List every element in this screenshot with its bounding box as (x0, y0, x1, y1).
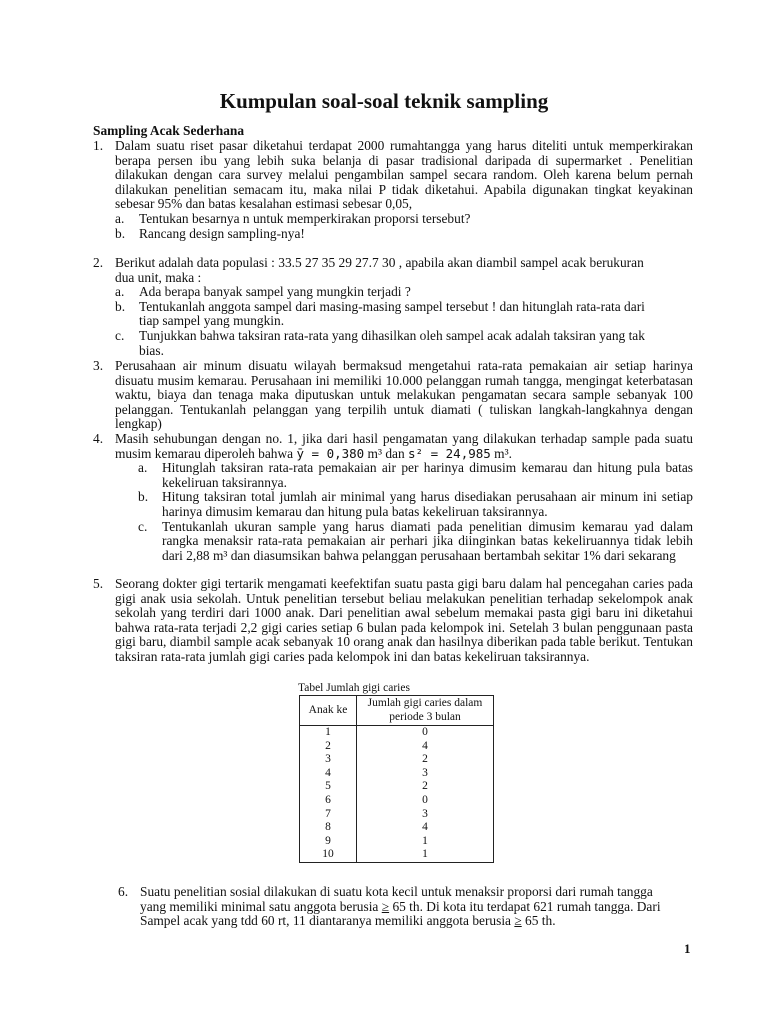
table-cell: 0 (357, 726, 494, 740)
table-cell: 10 (300, 848, 357, 862)
table-cell: 6 (300, 794, 357, 808)
table-row (300, 726, 494, 740)
subquestion-a (115, 285, 660, 300)
table-cell: 1 (300, 726, 357, 740)
question-text-part: m³. (490, 445, 512, 461)
subquestion-c (138, 520, 693, 564)
section-heading: Sampling Acak Sederhana (93, 123, 245, 138)
question-text (115, 432, 693, 461)
question-text: Berikut adalah data populasi : 33.5 27 35 29 27.7 30 , apabila akan diambil sampel acak berukuran dua unit, maka : (115, 255, 644, 285)
subquestion-text: Tunjukkan bahwa taksiran rata-rata yang dihasilkan oleh sampel acak adalah taksiran yang tak bias. (139, 327, 645, 358)
question-text: Dalam suatu riset pasar diketahui terdapat 2000 rumahtangga yang harus diteliti untuk memperkirakan berapa persen ibu yang lebih suka belanja di pasar tradisional daripada di supermarket . Penelitian dilakukan dengan cara survey melalui pengambilan sampel secara random. Oleh karena belum pernah dilakukan penelitian semacam itu, maka nilai P tidak diketahui. Apabila digunakan tingkat keyakinan sebesar 95% dan batas kesalahan estimasi sebesar 0,05, (115, 138, 693, 212)
table-row (300, 780, 494, 794)
question-text-line (140, 914, 693, 929)
question-number: 2. (93, 255, 104, 270)
question-text-part: Sampel acak yang tdd 60 rt, 11 diantaranya memiliki anggota berusia (140, 913, 515, 929)
question-number: 6. (118, 884, 129, 899)
ybar-formula: ȳ = 0,380 (296, 445, 365, 461)
table-cell: 2 (357, 780, 494, 794)
question-1 (93, 139, 693, 241)
subquestion-text: Tentukanlah ukuran sample yang harus diamati pada penelitian dimusim kemarau yad dalam rangka menaksir rata-rata pemakaian air perhari jika diinginkan batas kekeliruannya tidak lebih dari 2,88 m³ dan diasumsikan bahwa pelanggan perusahaan bertambah sekitar 1% dari sekarang (162, 518, 693, 563)
table-cell: 3 (300, 753, 357, 767)
question-4 (93, 432, 693, 563)
table-cell: 7 (300, 808, 357, 822)
question-text-part: m³ dan (364, 445, 409, 461)
caries-table (299, 695, 494, 863)
table-row (300, 767, 494, 781)
subquestion-a (115, 212, 693, 227)
table-row (300, 794, 494, 808)
page-title: Kumpulan soal-soal teknik sampling (219, 89, 549, 113)
subquestion-a (138, 461, 693, 490)
question-text-part: yang memiliki minimal satu anggota berusia (140, 898, 382, 914)
question-2 (93, 256, 693, 358)
table-cell: 3 (357, 767, 494, 781)
table-row (300, 848, 494, 862)
table-cell: 4 (357, 740, 494, 754)
table-cell: 5 (300, 780, 357, 794)
subquestion-text: Hitunglah taksiran rata-rata pemakaian air per harinya dimusim kemarau dan hitung pula batas kekeliruan taksirannya. (162, 460, 693, 490)
question-number: 4. (93, 431, 104, 446)
table-header: Jumlah gigi caries dalam periode 3 bulan (357, 696, 494, 726)
subquestion-label: a. (115, 210, 125, 226)
question-text-line (140, 900, 693, 915)
table-cell: 2 (357, 753, 494, 767)
question-number: 1. (93, 138, 104, 153)
subquestion-text: Tentukan besarnya n untuk memperkirakan proporsi tersebut? (139, 210, 471, 226)
question-text-part: 65 th. (521, 913, 556, 929)
variance-formula: s² = 24,985 (408, 445, 491, 461)
question-6 (118, 885, 693, 929)
question-text-part: Masih sehubungan dengan no. 1, jika dari hasil pengamatan yang dilakukan terhadap sample pada suatu musim kemarau diperoleh bahwa (115, 431, 693, 461)
question-text-part: 65 th. Di kota itu terdapat 621 rumah tangga. Dari (389, 898, 661, 914)
table-cell: 4 (357, 821, 494, 835)
subquestion-label: b. (138, 489, 149, 505)
subquestion-b (138, 490, 693, 519)
table-cell: 2 (300, 740, 357, 754)
table-cell: 1 (357, 835, 494, 849)
subquestion-text: Tentukanlah anggota sampel dari masing-masing sampel tersebut ! dan hitunglah rata-rata dari tiap sampel yang mungkin. (139, 298, 645, 329)
question-text: Seorang dokter gigi tertarik mengamati keefektifan suatu pasta gigi baru dalam hal pencegahan caries pada gigi anak usia sekolah. Untuk penelitian tersebut beliau melakukan penelitian terhadap sekelompok anak sekolah yang terdiri dari 1000 anak. Dari penelitian awal sebelum memakai pasta gigi baru ini diketahui bahwa rata-rata terjadi 2,2 gigi caries setiap 6 bulan pada kelompok ini. Setelah 3 bulan penggunaan pasta gigi baru, diambil sample acak sebanyak 10 orang anak dan hasilnya diberikan pada table berikut. Tentukan taksiran rata-rata jumlah gigi caries pada kelompok ini dan batas kekeliruan taksirannya. (115, 576, 693, 664)
subquestion-label: c. (138, 518, 148, 534)
table-cell: 9 (300, 835, 357, 849)
question-text: Perusahaan air minum disuatu wilayah bermaksud mengetahui rata-rata pemakaian air setiap harinya disuatu musim kemarau. Perusahaan ini memiliki 10.000 pelanggan rumah tangga, mengingat keterbatasan waktu, biaya dan tenaga maka diputuskan untuk melakukan pengamatan secara sample sebanyak 100 pelanggan. Tentukanlah pelanggan yang terpilih untuk diamati ( tuliskan langkah-langkahnya dengan lengkap) (115, 358, 693, 432)
table-caption: Tabel Jumlah gigi caries (298, 682, 410, 694)
subquestion-text: Hitung taksiran total jumlah air minimal yang harus disediakan perusahaan air minum ini setiap harinya dimusim kemarau dan hitung pula batas kekeliruan taksirannya. (162, 489, 693, 519)
subquestion-c (115, 329, 660, 358)
table-row (300, 753, 494, 767)
table-cell: 8 (300, 821, 357, 835)
subquestion-b (115, 300, 660, 329)
table-header: Anak ke (300, 696, 357, 726)
question-number: 3. (93, 358, 104, 373)
subquestion-label: c. (115, 327, 125, 343)
table-row (300, 808, 494, 822)
table-cell: 4 (300, 767, 357, 781)
table-row (300, 821, 494, 835)
ge-symbol: ≥ (514, 913, 522, 929)
table-row (300, 835, 494, 849)
subquestion-label: b. (115, 225, 126, 241)
table-cell: 3 (357, 808, 494, 822)
table-row (300, 740, 494, 754)
subquestion-text: Ada berapa banyak sampel yang mungkin terjadi ? (139, 284, 411, 300)
page-number: 1 (684, 941, 691, 956)
subquestion-label: a. (115, 284, 125, 300)
subquestion-label: b. (115, 298, 126, 314)
question-5 (93, 577, 693, 665)
subquestion-b (115, 227, 693, 242)
question-3 (93, 359, 693, 432)
table-cell: 0 (357, 794, 494, 808)
subquestion-text: Rancang design sampling-nya! (139, 225, 305, 241)
subquestion-label: a. (138, 460, 148, 476)
question-text-line: Suatu penelitian sosial dilakukan di suatu kota kecil untuk menaksir proporsi dari rumah tangga (140, 884, 653, 899)
ge-symbol: ≥ (381, 898, 390, 914)
table-cell: 1 (357, 848, 494, 862)
question-number: 5. (93, 576, 104, 591)
